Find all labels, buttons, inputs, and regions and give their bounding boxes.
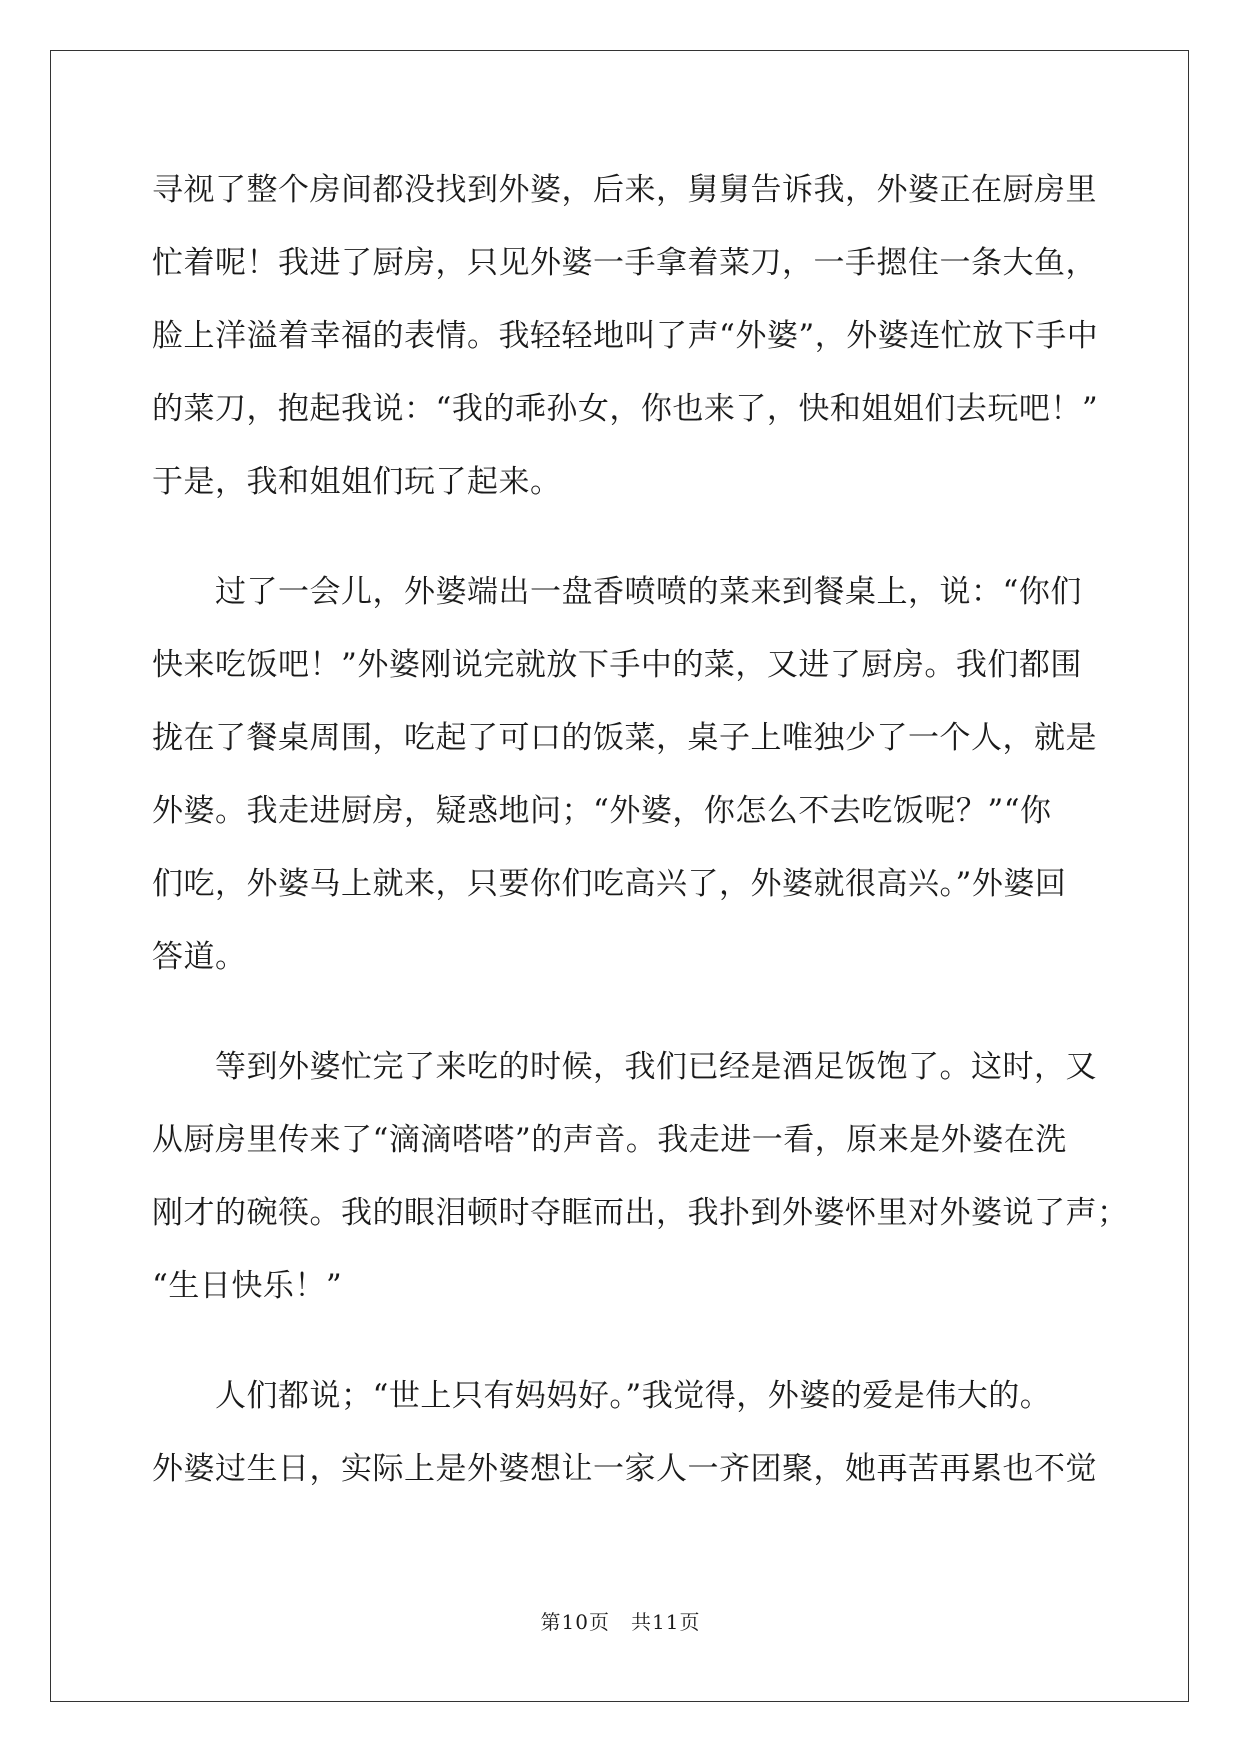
page-number-footer: 第10页 共11页: [540, 1610, 701, 1634]
text-line-2: 忙着呢！我进了厨房，只见外婆一手拿着菜刀，一手摁住一条大鱼，: [152, 245, 1097, 281]
text-line-14: 刚才的碗筷。我的眼泪顿时夺眶而出，我扑到外婆怀里对外婆说了声；: [152, 1195, 1129, 1231]
text-line-9: 外婆。我走进厨房，疑惑地问；“外婆，你怎么不去吃饭呢？”“你: [152, 793, 1052, 829]
text-line-7: 快来吃饭吧！”外婆刚说完就放下手中的菜，又进了厨房。我们都围: [152, 647, 1082, 683]
text-line-11: 答道。: [152, 939, 247, 975]
text-line-15: “生日快乐！”: [152, 1268, 343, 1304]
text-line-10: 们吃，外婆马上就来，只要你们吃高兴了，外婆就很高兴。”外婆回: [152, 866, 1067, 902]
text-line-6: 过了一会儿，外婆端出一盘香喷喷的菜来到餐桌上，说：“你们: [152, 574, 1082, 610]
text-line-3: 脸上洋溢着幸福的表情。我轻轻地叫了声“外婆”，外婆连忙放下手中: [152, 318, 1099, 354]
text-line-12: 等到外婆忙完了来吃的时候，我们已经是酒足饭饱了。这时，又: [152, 1049, 1097, 1085]
text-line-13: 从厨房里传来了“滴滴嗒嗒”的声音。我走进一看，原来是外婆在洗: [152, 1122, 1067, 1158]
text-line-8: 拢在了餐桌周围，吃起了可口的饭菜，桌子上唯独少了一个人，就是: [152, 720, 1097, 756]
text-line-16: 人们都说；“世上只有妈妈好。”我觉得，外婆的爱是伟大的。: [152, 1378, 1052, 1414]
text-line-5: 于是，我和姐姐们玩了起来。: [152, 464, 562, 500]
text-line-17: 外婆过生日，实际上是外婆想让一家人一齐团聚，她再苦再累也不觉: [152, 1451, 1097, 1487]
text-line-1: 寻视了整个房间都没找到外婆，后来，舅舅告诉我，外婆正在厨房里: [152, 172, 1097, 208]
text-line-4: 的菜刀，抱起我说：“我的乖孙女，你也来了，快和姐姐们去玩吧！”: [152, 391, 1099, 427]
